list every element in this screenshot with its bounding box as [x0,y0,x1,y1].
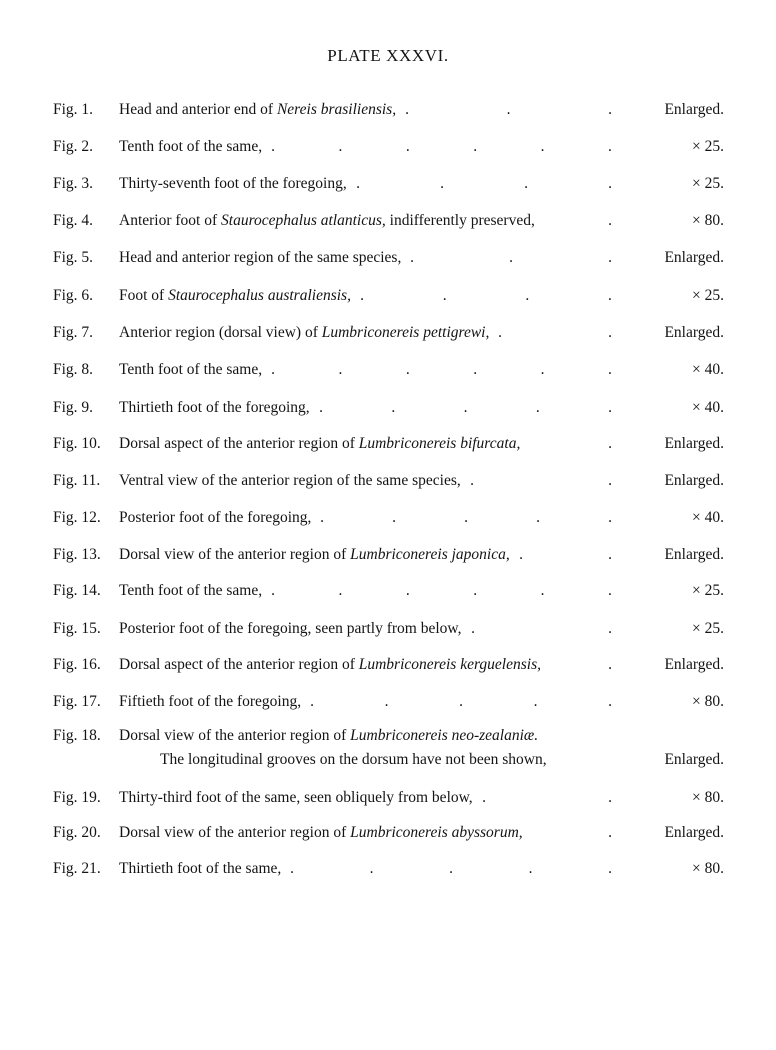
leader-dots: . [608,656,612,673]
figure-caption [119,579,262,603]
figure-caption [119,543,510,567]
figure-caption [119,246,401,270]
species-name: Lumbriconereis bifurcata, [358,435,521,452]
figure-row [0,396,776,420]
magnification: Enlarged. [664,656,724,673]
page-title: PLATE XXXVI. [327,46,449,65]
species-name: Lumbriconereis kerguelensis, [358,656,541,673]
figure-number: Fig. 18. [53,727,101,744]
figure-row [0,821,776,845]
magnification: Enlarged. [664,435,724,452]
figure-caption [119,284,351,308]
figure-row [0,690,776,714]
leader-dots: . . . . . [320,509,612,526]
leader-dots: . [608,824,612,841]
caption-text: Fiftieth foot of the foregoing, [119,693,302,710]
figure-row [0,209,776,233]
leader-dots: . . . . . [319,399,612,416]
leader-dots: . . . . . [290,860,612,877]
magnification: × 25. [692,138,724,155]
figure-caption [119,469,461,493]
magnification: × 80. [692,693,724,710]
caption-text: Dorsal view of the anterior region of [119,546,351,563]
caption-text: Dorsal aspect of the anterior region of [119,435,359,452]
magnification: × 80. [692,860,724,877]
figure-caption [119,724,538,748]
figure-number: Fig. 11. [53,472,101,489]
caption-text: Head and anterior end of [119,101,277,118]
figure-number: Fig. 20. [53,824,101,841]
figure-row [0,98,776,122]
figure-row [0,321,776,345]
figure-number: Fig. 5. [53,249,94,266]
figure-row [0,617,776,641]
figure-caption [119,432,520,456]
caption-text: Posterior foot of the foregoing, [119,509,312,526]
leader-dots: . . . . [356,175,612,192]
figure-number: Fig. 10. [53,435,101,452]
caption-text: Posterior foot of the foregoing, seen partly from below, [119,620,462,637]
figure-number: Fig. 4. [53,212,94,229]
figure-caption [119,857,281,881]
figure-number: Fig. 13. [53,546,101,563]
figure-number: Fig. 19. [53,789,101,806]
caption-text: Head and anterior region of the same species, [119,249,402,266]
figure-number: Fig. 6. [53,287,94,304]
species-name: Lumbriconereis pettigrewi, [321,324,490,341]
magnification: × 40. [692,509,724,526]
magnification: × 25. [692,582,724,599]
leader-dots: . . [470,472,612,489]
figure-caption [119,786,473,810]
figure-caption [119,396,310,420]
figure-row [0,358,776,382]
caption-text: Thirtieth foot of the same, [119,860,282,877]
caption-text: Dorsal view of the anterior region of [119,824,351,841]
leader-dots: . [608,435,612,452]
figure-caption [119,617,462,641]
species-name: Lumbriconereis neo-zealaniæ. [350,727,539,744]
figure-caption-continuation: The longitudinal grooves on the dorsum have not been shown, [160,751,547,768]
figure-caption [119,172,347,196]
figure-row [0,246,776,270]
magnification: Enlarged. [664,101,724,118]
figure-number: Fig. 7. [53,324,94,341]
magnification: × 80. [692,789,724,806]
species-name: Lumbriconereis abyssorum, [350,824,523,841]
figure-number: Fig. 2. [53,138,94,155]
magnification: Enlarged. [664,546,724,563]
species-name: Lumbriconereis japonica, [350,546,510,563]
figure-row [0,506,776,530]
leader-dots: . . . . . . [271,582,612,599]
species-name: Nereis brasiliensis, [276,101,397,118]
magnification: × 25. [692,620,724,637]
figure-row [0,653,776,677]
magnification: × 25. [692,175,724,192]
figure-number: Fig. 17. [53,693,101,710]
leader-dots: . . [482,789,612,806]
figure-number: Fig. 14. [53,582,101,599]
figure-caption [119,321,489,345]
figure-row [0,786,776,810]
magnification: × 40. [692,399,724,416]
figure-number: Fig. 21. [53,860,101,877]
caption-text: Tenth foot of the same, [119,138,263,155]
figure-row [0,724,776,748]
magnification: Enlarged. [664,472,724,489]
magnification: Enlarged. [664,751,724,768]
figure-row [0,543,776,567]
leader-dots: . . . . . [310,693,612,710]
caption-text: Foot of [119,287,169,304]
magnification: × 80. [692,212,724,229]
figure-number: Fig. 12. [53,509,101,526]
magnification: Enlarged. [664,324,724,341]
leader-dots: . . . . . . [271,138,612,155]
leader-dots: . . . . . . [271,361,612,378]
leader-dots: . . [471,620,612,637]
figure-caption [119,98,396,122]
species-name: Staurocephalus australiensis, [168,287,351,304]
figure-number: Fig. 16. [53,656,101,673]
figure-row [0,857,776,881]
caption-text: Thirty-third foot of the same, seen obliquely from below, [119,789,473,806]
figure-caption [119,690,301,714]
caption-text-continued: indifferently preserved, [385,212,535,229]
caption-text: Thirty-seventh foot of the foregoing, [119,175,347,192]
figure-caption [119,135,262,159]
magnification: × 40. [692,361,724,378]
caption-text: Tenth foot of the same, [119,582,263,599]
figure-caption [119,506,311,530]
magnification: Enlarged. [664,824,724,841]
magnification: Enlarged. [664,249,724,266]
magnification: × 25. [692,287,724,304]
leader-dots: . . . . [360,287,612,304]
figure-row [0,284,776,308]
figure-row [0,469,776,493]
figure-row [0,135,776,159]
figure-number: Fig. 15. [53,620,101,637]
figure-row [0,172,776,196]
figure-caption [119,209,535,233]
figure-row [0,432,776,456]
figure-number: Fig. 8. [53,361,94,378]
figure-number: Fig. 1. [53,101,94,118]
leader-dots: . [608,212,612,229]
leader-dots: . . [498,324,612,341]
species-name: Staurocephalus atlanticus, [221,212,386,229]
figure-row [0,579,776,603]
leader-dots: . . . [410,249,612,266]
figure-caption [119,358,262,382]
caption-text: Anterior region (dorsal view) of [119,324,322,341]
caption-text: Dorsal view of the anterior region of [119,727,351,744]
caption-text: Anterior foot of [119,212,222,229]
caption-text: Thirtieth foot of the foregoing, [119,399,310,416]
leader-dots: . . [519,546,612,563]
caption-text: Dorsal aspect of the anterior region of [119,656,359,673]
figure-number: Fig. 9. [53,399,94,416]
caption-text: Tenth foot of the same, [119,361,263,378]
figure-caption [119,653,541,677]
figure-number: Fig. 3. [53,175,94,192]
caption-text: Ventral view of the anterior region of the same species, [119,472,461,489]
figure-caption [119,821,523,845]
leader-dots: . . . [405,101,612,118]
figure-row-continuation [0,748,776,772]
